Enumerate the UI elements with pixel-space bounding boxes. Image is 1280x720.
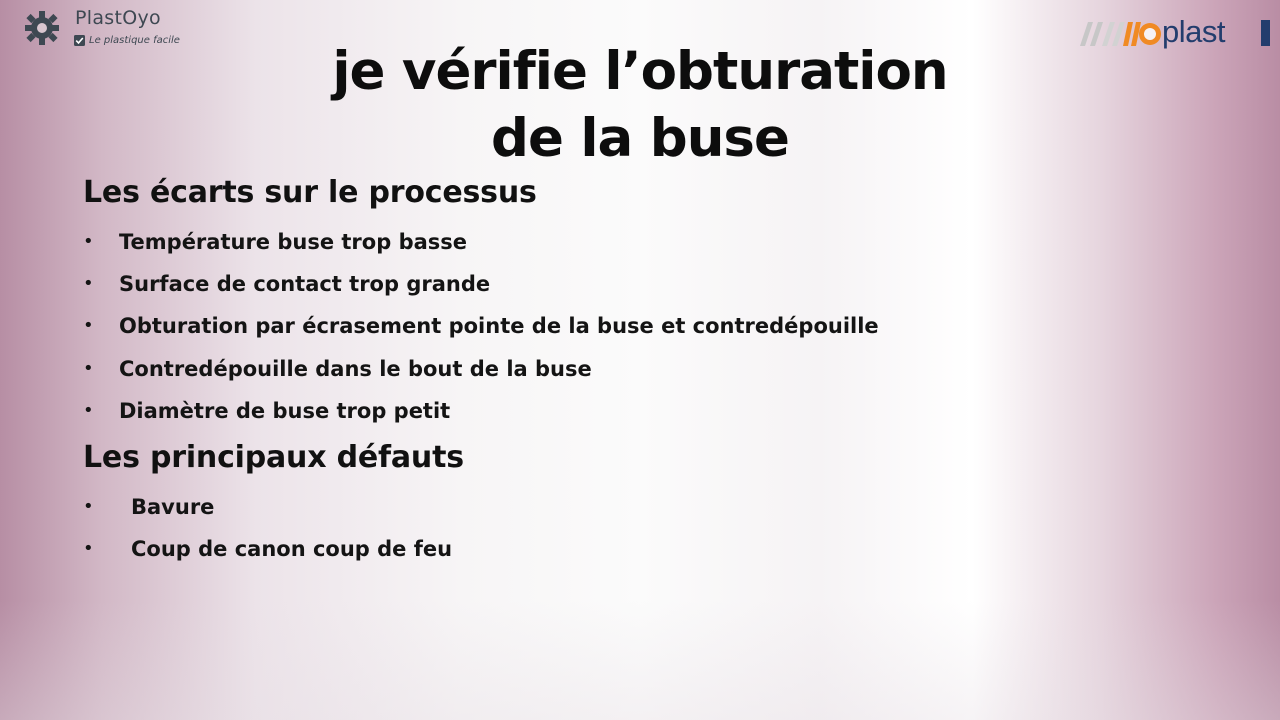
list-item-text: Coup de canon coup de feu <box>131 537 453 561</box>
slide-title-line-2: de la buse <box>491 108 789 169</box>
gear-icon <box>20 8 70 48</box>
list-item-text: Diamètre de buse trop petit <box>119 399 451 423</box>
list-item-text: Contredépouille dans le bout de la buse <box>119 357 592 381</box>
bullet-icon: • <box>83 400 94 421</box>
list-item-text: Température buse trop basse <box>119 230 468 254</box>
checkbox-icon <box>74 35 85 46</box>
awo-logo-mark <box>1078 16 1162 52</box>
bullet-icon: • <box>83 231 94 252</box>
bullet-icon: • <box>83 496 94 517</box>
plastoyo-tagline: Le plastique facile <box>89 34 180 46</box>
slide-title <box>230 38 1050 172</box>
plastoyo-logo <box>20 6 210 50</box>
section-heading-process-deviations: Les écarts sur le processus <box>83 175 537 210</box>
bullet-icon: • <box>83 358 94 379</box>
bullet-icon: • <box>83 273 94 294</box>
section-heading-main-defects: Les principaux défauts <box>83 440 464 475</box>
bullet-icon: • <box>83 538 94 559</box>
list-item-text: Surface de contact trop grande <box>119 272 491 296</box>
background-shade <box>0 600 1280 720</box>
list-item-text: Obturation par écrasement pointe de la buse et contredépouille <box>119 314 879 338</box>
awoplast-logo <box>1078 16 1272 52</box>
plastoyo-brand-name: PlastOyo <box>75 7 161 29</box>
bullet-icon: • <box>83 315 94 336</box>
awoplast-bar-mark <box>1261 20 1270 46</box>
plastoyo-tagline-row <box>74 33 180 47</box>
list-item-text: Bavure <box>131 495 215 519</box>
slide-title-line-1: je vérifie l’obturation <box>332 41 948 102</box>
awoplast-wordmark: plast <box>1162 14 1225 49</box>
